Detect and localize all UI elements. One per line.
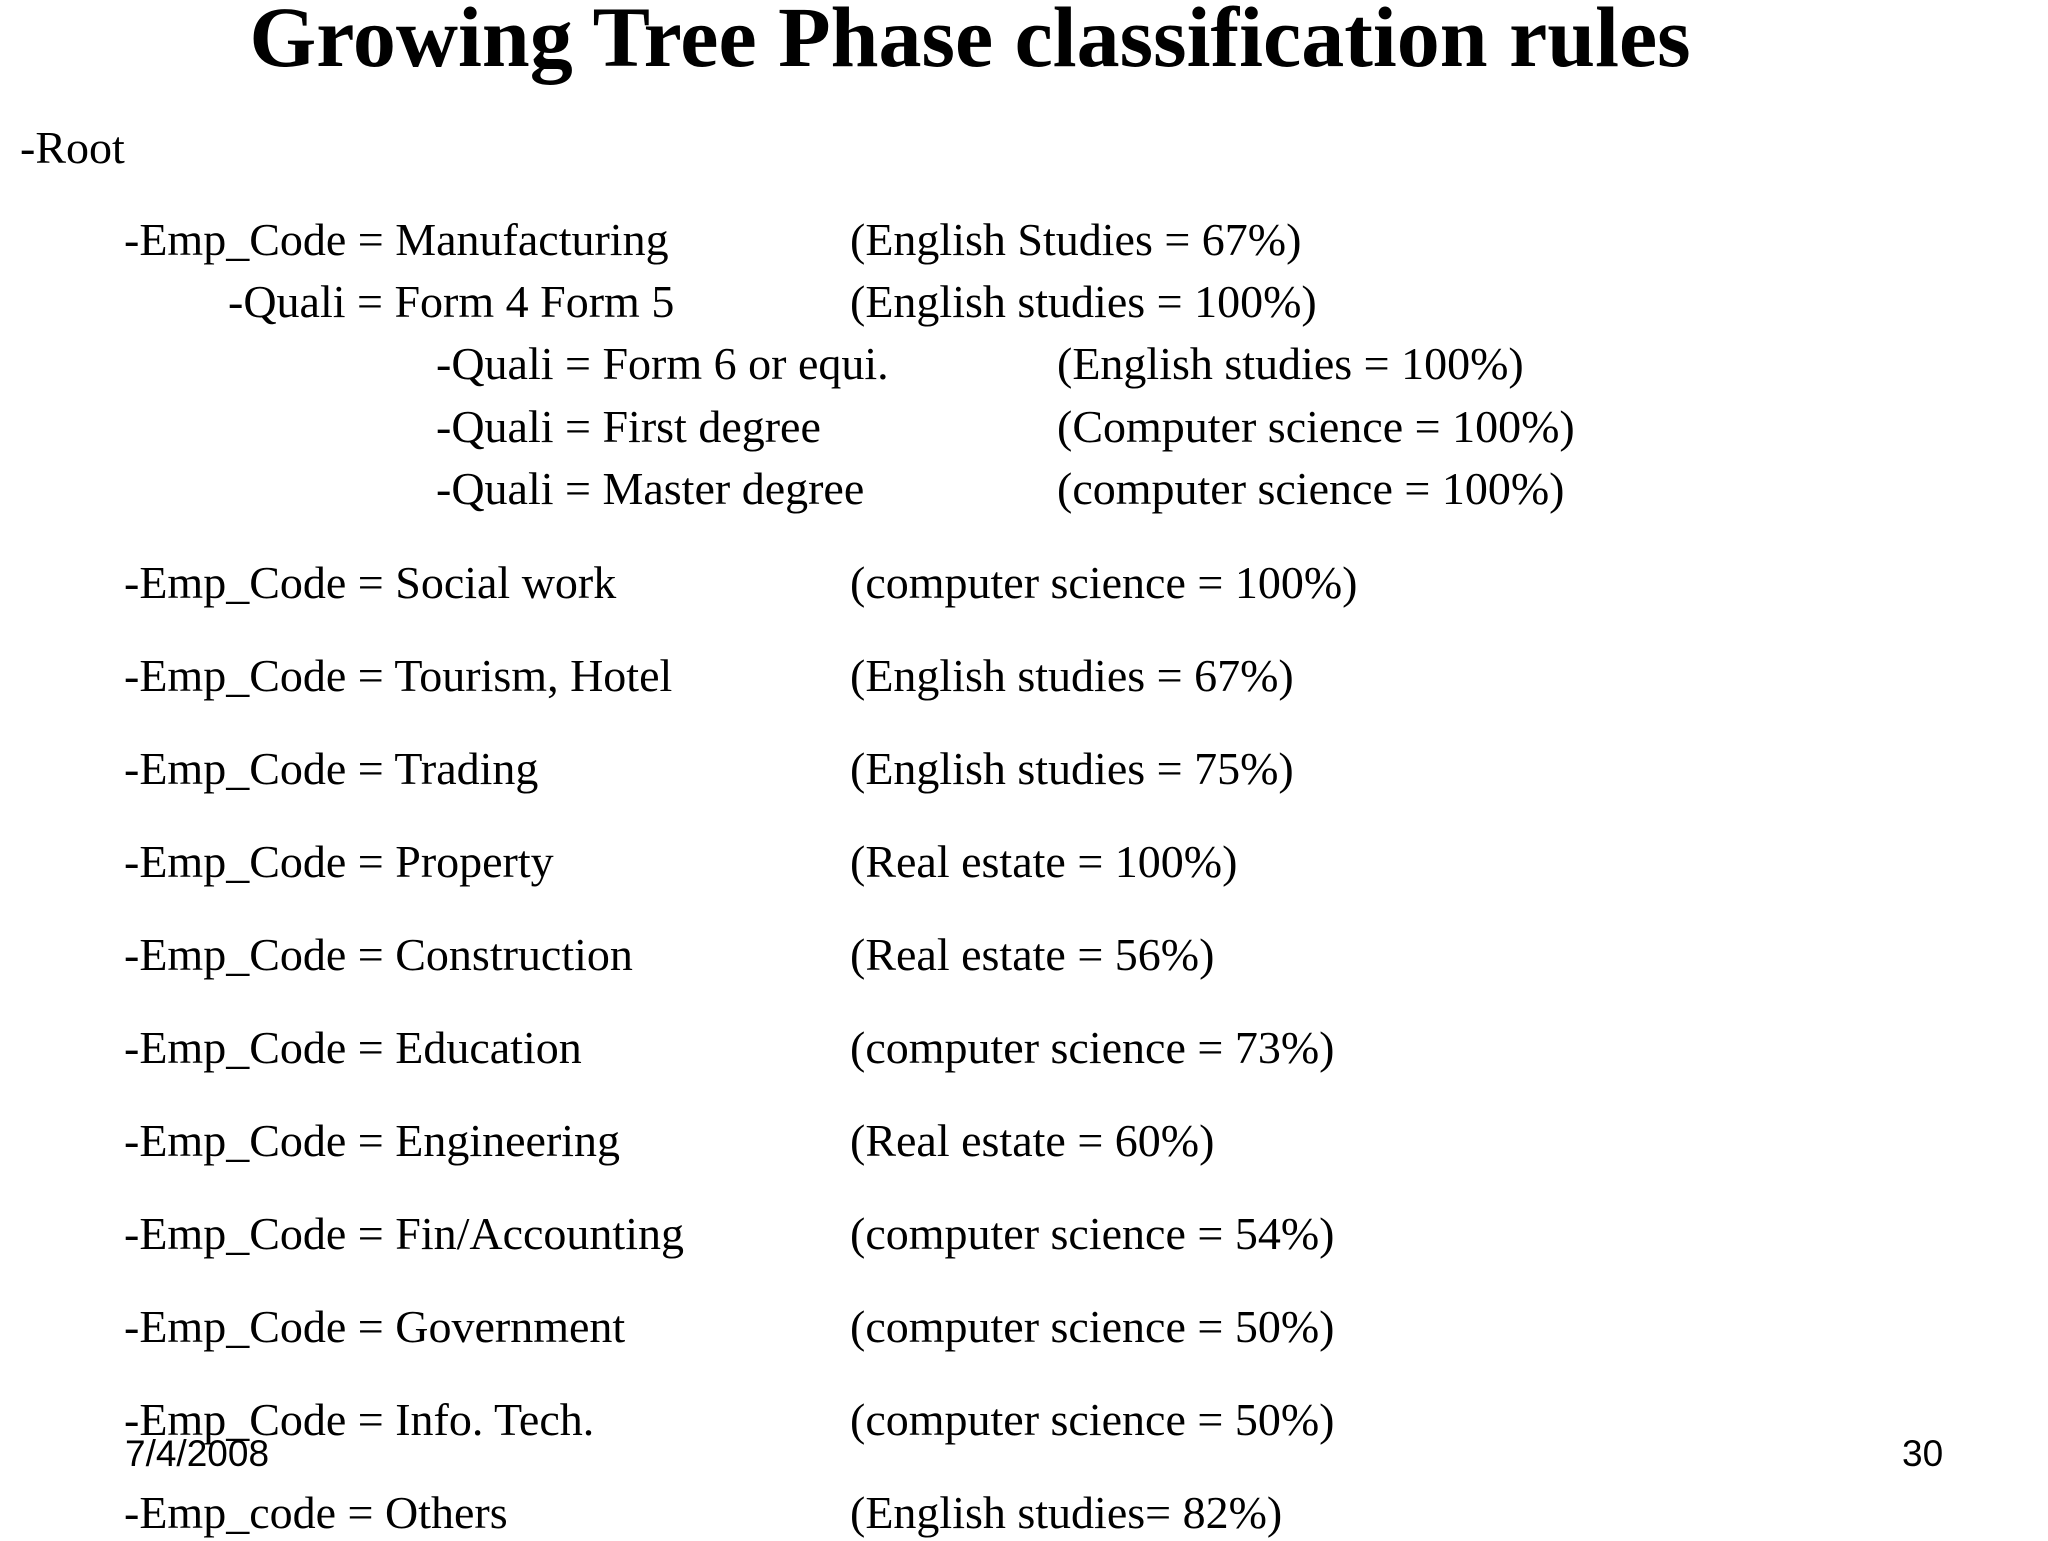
rule-result: (computer science = 50%) (850, 1394, 1335, 1445)
rule-condition: -Quali = Master degree (436, 463, 865, 514)
rule-result: (computer science = 100%) (850, 557, 1358, 608)
rule-result: (Computer science = 100%) (1057, 401, 1575, 452)
rule-condition: -Emp_code = Others (124, 1487, 508, 1538)
rule-condition: -Quali = Form 6 or equi. (436, 338, 889, 389)
rule-condition: -Emp_Code = Government (124, 1301, 626, 1352)
rule-result: (computer science = 54%) (850, 1208, 1335, 1259)
slide-page-number: 30 (1902, 1433, 1944, 1474)
rule-condition: -Emp_Code = Engineering (124, 1115, 621, 1166)
rule-condition: -Emp_Code = Education (124, 1022, 582, 1073)
rule-condition: -Emp_Code = Tourism, Hotel (124, 650, 673, 701)
rule-condition: -Emp_Code = Construction (124, 929, 633, 980)
rule-condition: -Emp_Code = Trading (124, 743, 539, 794)
rule-result: (English studies = 100%) (850, 276, 1317, 327)
rule-condition: -Quali = Form 4 Form 5 (228, 276, 675, 327)
rule-condition: -Emp_Code = Fin/Accounting (124, 1208, 684, 1259)
rule-condition: -Emp_Code = Social work (124, 557, 617, 608)
root-label: -Root (20, 122, 125, 173)
slide-title: Growing Tree Phase classification rules (249, 0, 1691, 85)
rule-condition: -Emp_Code = Info. Tech. (124, 1394, 595, 1445)
rule-condition: -Quali = First degree (436, 401, 821, 452)
slide-date: 7/4/2008 (125, 1433, 270, 1474)
rule-result: (Real estate = 56%) (850, 929, 1215, 980)
rule-result: (English Studies = 67%) (850, 214, 1302, 265)
rule-result: (Real estate = 100%) (850, 836, 1238, 887)
rule-result: (Real estate = 60%) (850, 1115, 1215, 1166)
rule-result: (computer science = 50%) (850, 1301, 1335, 1352)
rule-condition: -Emp_Code = Manufacturing (124, 214, 669, 265)
rule-result: (computer science = 73%) (850, 1022, 1335, 1073)
rule-result: (English studies= 82%) (850, 1487, 1283, 1538)
rule-result: (English studies = 67%) (850, 650, 1294, 701)
rule-result: (English studies = 100%) (1057, 338, 1524, 389)
rule-result: (English studies = 75%) (850, 743, 1294, 794)
rule-condition: -Emp_Code = Property (124, 836, 554, 887)
rule-result: (computer science = 100%) (1057, 463, 1565, 514)
